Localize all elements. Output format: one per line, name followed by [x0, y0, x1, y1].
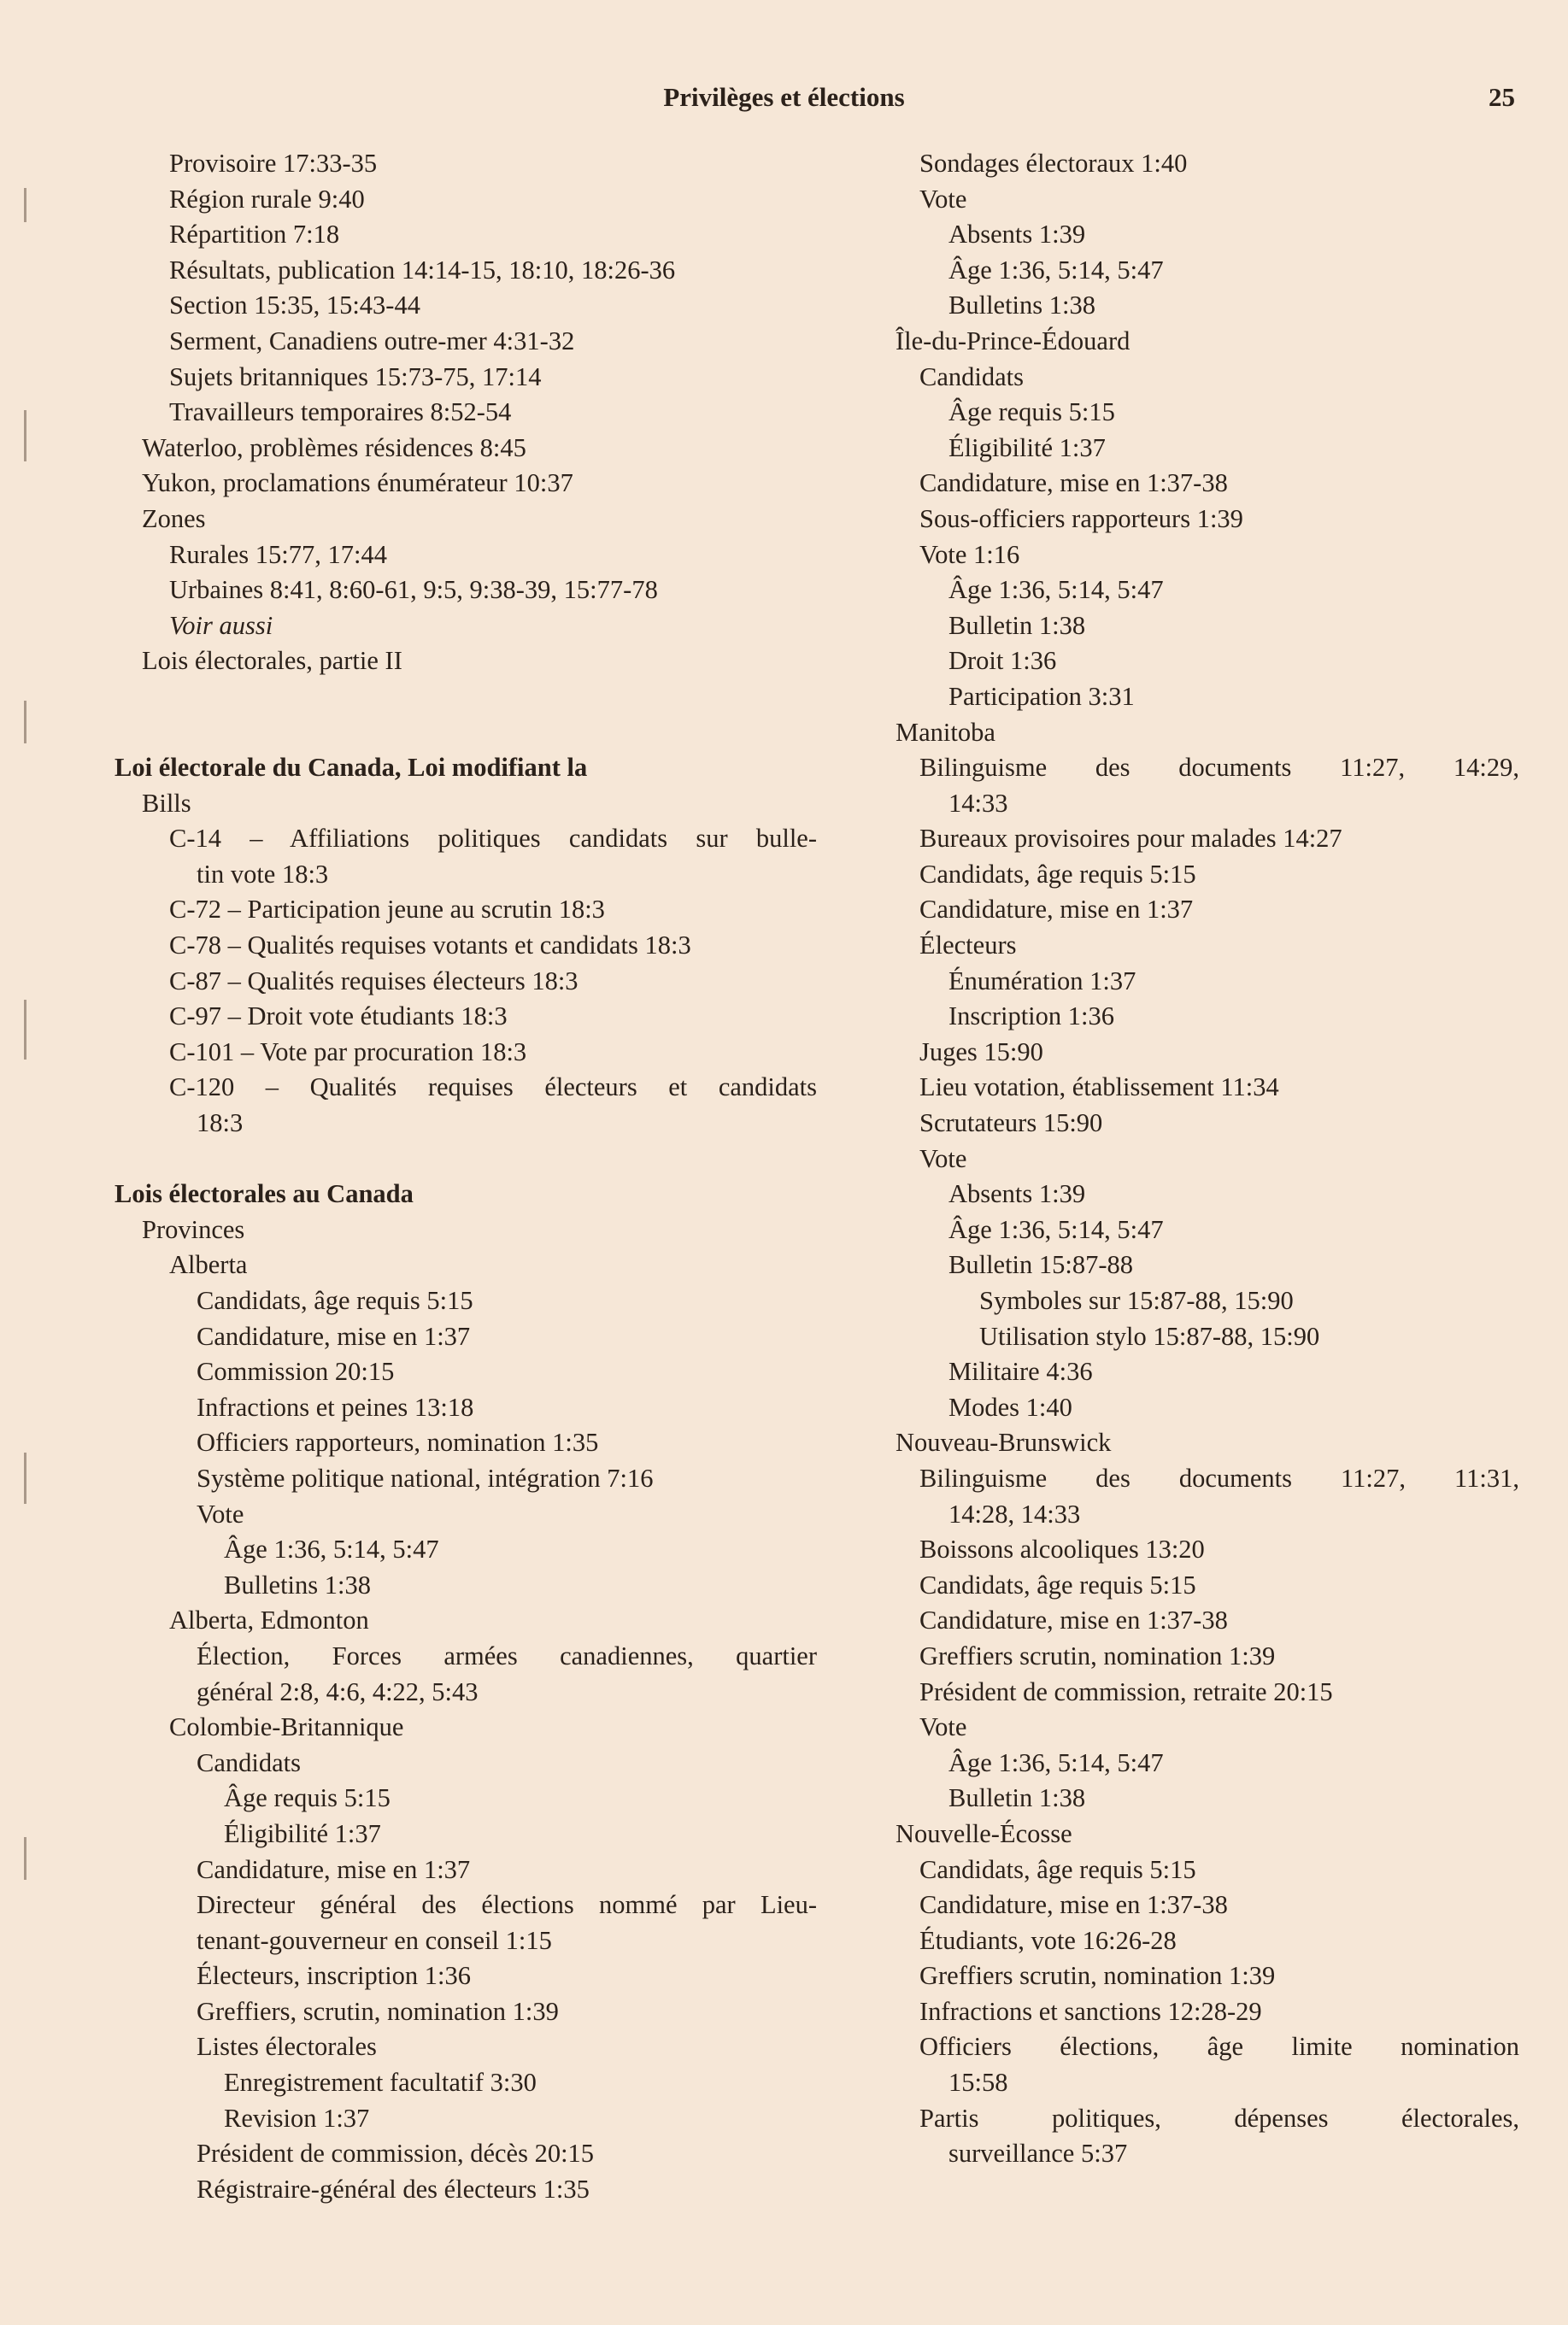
- index-entry: Infractions et sanctions 12:28-29: [919, 1996, 1262, 2026]
- index-entry: Alberta, Edmonton: [169, 1606, 369, 1635]
- index-entry: Électeurs, inscription 1:36: [197, 1961, 472, 1991]
- index-entry: Listes électorales: [197, 2032, 377, 2062]
- index-entry: Répartition 7:18: [169, 220, 340, 250]
- index-heading: Manitoba: [896, 717, 995, 747]
- index-heading: Loi électorale du Canada, Loi modifiant la: [115, 753, 588, 783]
- margin-mark: [24, 188, 26, 222]
- index-entry: 15:58: [948, 2068, 1008, 2098]
- index-entry: Provinces: [142, 1214, 245, 1244]
- index-entry: Sujets britanniques 15:73-75, 17:14: [169, 361, 542, 391]
- index-entry: Droit 1:36: [948, 646, 1057, 676]
- index-entry: tin vote 18:3: [197, 859, 329, 889]
- index-entry: Président de commission, retraite 20:15: [919, 1676, 1333, 1706]
- index-entry: Âge 1:36, 5:14, 5:47: [948, 1747, 1164, 1777]
- index-entry: Âge requis 5:15: [948, 397, 1115, 427]
- index-entry: Bulletin 1:38: [948, 610, 1086, 640]
- index-entry: Vote: [919, 184, 967, 214]
- index-entry: Greffiers scrutin, nomination 1:39: [919, 1961, 1276, 1991]
- index-entry: Infractions et peines 13:18: [197, 1392, 474, 1422]
- index-entry: Bulletin 1:38: [948, 1783, 1086, 1813]
- index-entry: Bilinguisme des documents 11:27, 11:31,: [919, 1463, 1519, 1493]
- index-entry: Bulletins 1:38: [224, 1570, 371, 1600]
- index-entry: Partis politiques, dépenses électorales,: [919, 2103, 1519, 2133]
- page-number: 25: [1489, 82, 1515, 112]
- index-entry: Bills: [142, 788, 191, 818]
- margin-mark: [24, 410, 26, 461]
- index-entry: général 2:8, 4:6, 4:22, 5:43: [197, 1676, 479, 1706]
- index-entry: Inscription 1:36: [948, 1001, 1114, 1031]
- index-entry: Électeurs: [919, 931, 1017, 960]
- index-entry: Absents 1:39: [948, 1179, 1086, 1209]
- index-entry: Boissons alcooliques 13:20: [919, 1535, 1205, 1565]
- index-entry: Candidature, mise en 1:37-38: [919, 1606, 1228, 1635]
- index-entry: Candidats, âge requis 5:15: [919, 1570, 1196, 1600]
- index-entry: Énumération 1:37: [948, 966, 1136, 995]
- margin-mark: [24, 1453, 26, 1504]
- index-entry: Bureaux provisoires pour malades 14:27: [919, 824, 1342, 854]
- index-entry: Bulletins 1:38: [948, 291, 1095, 320]
- index-entry: Candidats: [197, 1747, 301, 1777]
- index-entry: Juges 15:90: [919, 1036, 1043, 1066]
- index-entry: Candidats, âge requis 5:15: [197, 1286, 473, 1315]
- index-entry: Greffiers scrutin, nomination 1:39: [919, 1641, 1276, 1670]
- index-heading: Nouveau-Brunswick: [896, 1428, 1112, 1458]
- index-entry: Participation 3:31: [948, 681, 1135, 711]
- index-entry: C-97 – Droit vote étudiants 18:3: [169, 1001, 508, 1031]
- index-entry: C-120 – Qualités requises électeurs et candidats: [169, 1072, 817, 1102]
- index-entry: Colombie-Britannique: [169, 1712, 404, 1742]
- index-entry: Zones: [142, 503, 206, 533]
- index-entry: Candidats, âge requis 5:15: [919, 1854, 1196, 1884]
- index-entry: C-101 – Vote par procuration 18:3: [169, 1036, 527, 1066]
- index-entry: Rurales 15:77, 17:44: [169, 539, 387, 569]
- index-entry: 14:28, 14:33: [948, 1499, 1081, 1529]
- index-entry: Candidature, mise en 1:37-38: [919, 1890, 1228, 1920]
- index-entry: Militaire 4:36: [948, 1357, 1093, 1387]
- index-heading: Île-du-Prince-Édouard: [896, 326, 1130, 355]
- index-entry: Étudiants, vote 16:26-28: [919, 1925, 1177, 1955]
- index-entry: Scrutateurs 15:90: [919, 1108, 1103, 1138]
- index-entry: Travailleurs temporaires 8:52-54: [169, 397, 512, 427]
- index-entry: Région rurale 9:40: [169, 184, 365, 214]
- index-entry: Âge requis 5:15: [224, 1783, 391, 1813]
- index-entry: Vote: [919, 1143, 967, 1173]
- index-entry: Officiers rapporteurs, nomination 1:35: [197, 1428, 599, 1458]
- index-entry: Âge 1:36, 5:14, 5:47: [224, 1535, 439, 1565]
- index-entry: Régistraire-général des électeurs 1:35: [197, 2174, 590, 2204]
- index-entry: Candidature, mise en 1:37: [197, 1854, 471, 1884]
- index-entry: Bilinguisme des documents 11:27, 14:29,: [919, 753, 1519, 783]
- index-entry: Candidature, mise en 1:37-38: [919, 468, 1228, 498]
- index-entry: tenant-gouverneur en conseil 1:15: [197, 1925, 552, 1955]
- index-entry: Serment, Canadiens outre-mer 4:31-32: [169, 326, 575, 355]
- index-entry: Alberta: [169, 1250, 248, 1280]
- index-entry: Lieu votation, établissement 11:34: [919, 1072, 1279, 1102]
- index-entry: Élection, Forces armées canadiennes, quartier: [197, 1641, 817, 1670]
- index-entry: 18:3: [197, 1108, 244, 1138]
- index-entry: Résultats, publication 14:14-15, 18:10, 18:26-36: [169, 255, 676, 285]
- index-entry: Éligibilité 1:37: [948, 432, 1106, 462]
- index-entry: Voir aussi: [169, 610, 273, 640]
- index-entry: Âge 1:36, 5:14, 5:47: [948, 255, 1164, 285]
- index-column-right: [896, 146, 1519, 2172]
- margin-mark: [24, 1837, 26, 1880]
- blank-line: [115, 1142, 817, 1177]
- index-column-left: [115, 146, 817, 2207]
- index-entry: Utilisation stylo 15:87-88, 15:90: [979, 1321, 1320, 1351]
- margin-mark: [24, 701, 26, 743]
- index-entry: Directeur général des élections nommé par Lieu-: [197, 1890, 817, 1920]
- index-entry: Revision 1:37: [224, 2103, 370, 2133]
- index-entry: Greffiers, scrutin, nomination 1:39: [197, 1996, 559, 2026]
- index-entry: Candidature, mise en 1:37: [197, 1321, 471, 1351]
- index-entry: C-72 – Participation jeune au scrutin 18:3: [169, 895, 605, 925]
- index-entry: Yukon, proclamations énumérateur 10:37: [142, 468, 573, 498]
- index-entry: Candidats: [919, 361, 1024, 391]
- index-entry: Âge 1:36, 5:14, 5:47: [948, 1214, 1164, 1244]
- index-entry: Waterloo, problèmes résidences 8:45: [142, 432, 526, 462]
- index-entry: Urbaines 8:41, 8:60-61, 9:5, 9:38-39, 15:77-78: [169, 575, 658, 605]
- index-entry: Modes 1:40: [948, 1392, 1072, 1422]
- index-entry: Vote 1:16: [919, 539, 1020, 569]
- index-entry: Absents 1:39: [948, 220, 1086, 250]
- index-entry: Vote: [197, 1499, 244, 1529]
- index-entry: Système politique national, intégration 7:16: [197, 1463, 654, 1493]
- index-entry: C-78 – Qualités requises votants et candidats 18:3: [169, 931, 691, 960]
- index-entry: Commission 20:15: [197, 1357, 395, 1387]
- index-entry: Section 15:35, 15:43-44: [169, 291, 420, 320]
- index-entry: Officiers élections, âge limite nomination: [919, 2032, 1519, 2062]
- index-heading: Lois électorales au Canada: [115, 1179, 414, 1209]
- index-entry: Vote: [919, 1712, 967, 1742]
- index-entry: Symboles sur 15:87-88, 15:90: [979, 1286, 1294, 1315]
- index-entry: Candidature, mise en 1:37: [919, 895, 1194, 925]
- blank-line: [115, 715, 817, 751]
- index-entry: C-87 – Qualités requises électeurs 18:3: [169, 966, 578, 995]
- index-heading: Nouvelle-Écosse: [896, 1818, 1072, 1848]
- running-head-title: Privilèges et élections: [663, 82, 905, 112]
- index-entry: Sondages électoraux 1:40: [919, 149, 1188, 178]
- index-entry: Provisoire 17:33-35: [169, 149, 378, 178]
- index-entry: Bulletin 15:87-88: [948, 1250, 1134, 1280]
- index-entry: Enregistrement facultatif 3:30: [224, 2068, 537, 2098]
- index-entry: surveillance 5:37: [948, 2139, 1128, 2169]
- index-entry: 14:33: [948, 788, 1008, 818]
- index-entry: Sous-officiers rapporteurs 1:39: [919, 503, 1243, 533]
- index-entry: Lois électorales, partie II: [142, 646, 402, 676]
- index-entry: Candidats, âge requis 5:15: [919, 859, 1196, 889]
- margin-mark: [24, 1000, 26, 1060]
- index-entry: C-14 – Affiliations politiques candidats sur bulle-: [169, 824, 817, 854]
- index-entry: Éligibilité 1:37: [224, 1818, 381, 1848]
- index-entry: Président de commission, décès 20:15: [197, 2139, 595, 2169]
- index-entry: Âge 1:36, 5:14, 5:47: [948, 575, 1164, 605]
- blank-line: [115, 679, 817, 715]
